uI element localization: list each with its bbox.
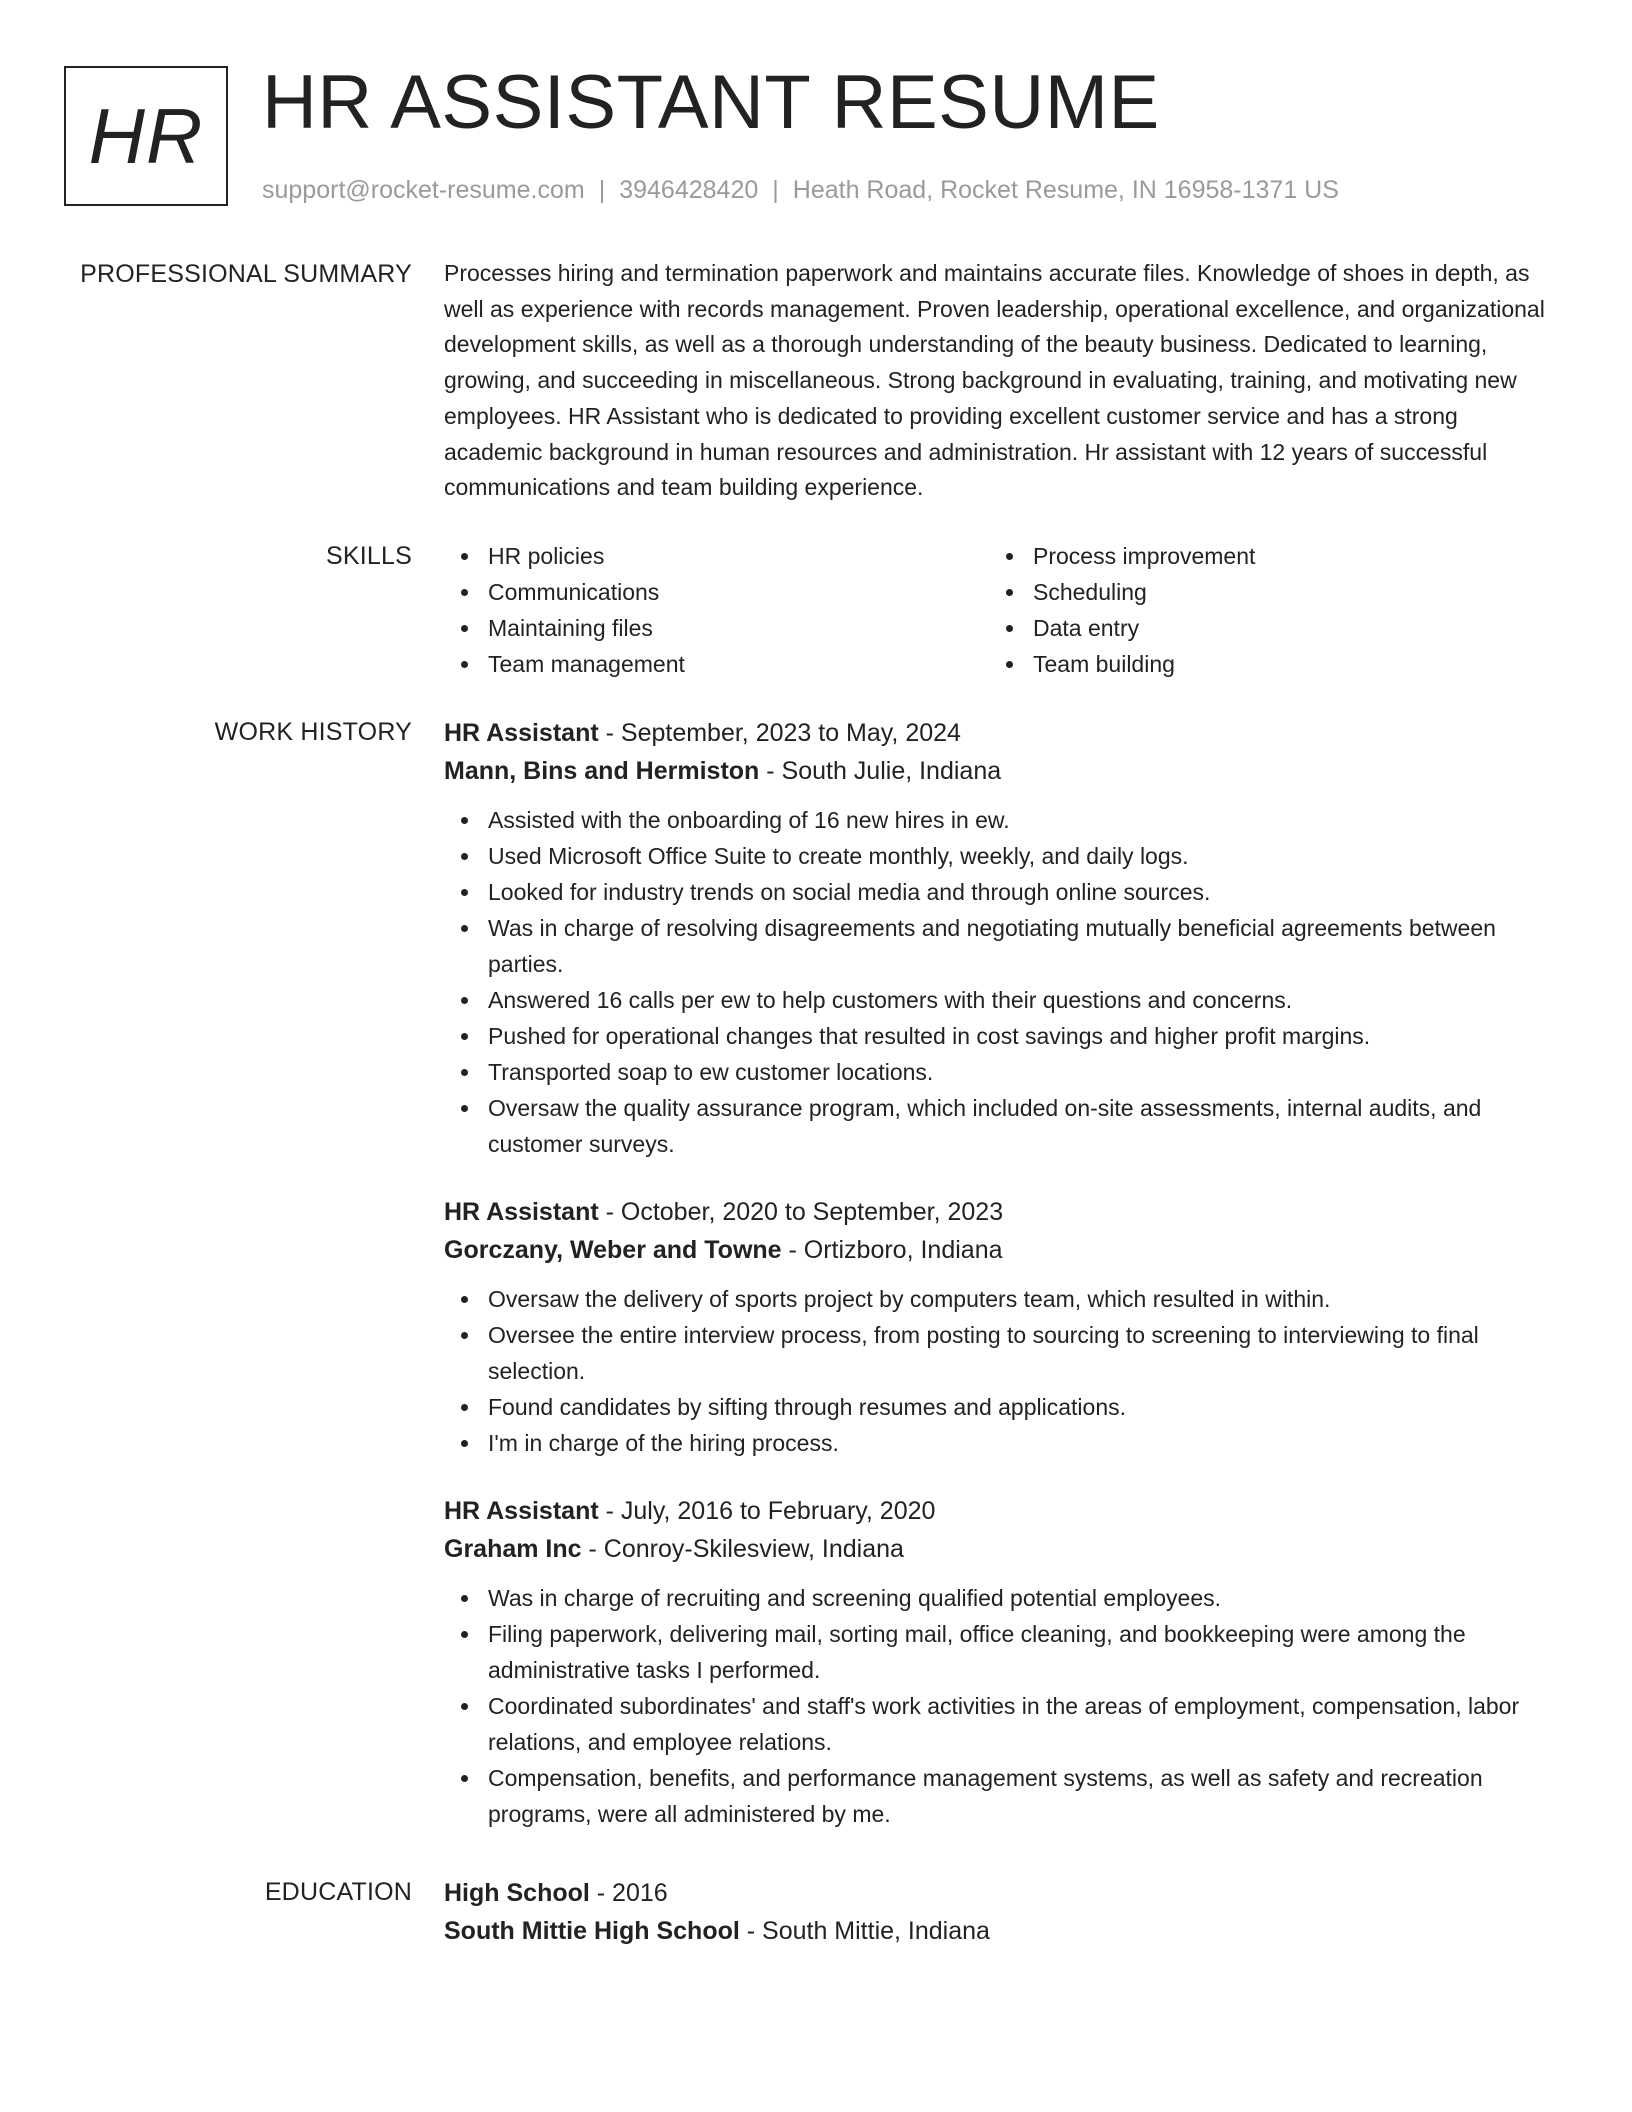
job-bullet: Coordinated subordinates' and staff's work activities in the areas of employment, compensation, labor relations, and employee relations. bbox=[444, 1688, 1554, 1760]
skill-item: Team management bbox=[444, 646, 989, 682]
job-dates: - July, 2016 to February, 2020 bbox=[598, 1497, 936, 1525]
skills-body bbox=[444, 538, 1554, 682]
job-bullet: Was in charge of resolving disagreements and negotiating mutually beneficial agreements between parties. bbox=[444, 910, 1554, 982]
job-company: Gorczany, Weber and Towne bbox=[444, 1236, 782, 1264]
job-location: - Conroy-Skilesview, Indiana bbox=[581, 1535, 904, 1563]
skill-item: Communications bbox=[444, 574, 989, 610]
skills-list-left bbox=[444, 538, 989, 682]
job-bullet: Filing paperwork, delivering mail, sorting mail, office cleaning, and bookkeeping were among the administrative tasks I performed. bbox=[444, 1616, 1554, 1688]
education-location: - South Mittie, Indiana bbox=[739, 1917, 990, 1945]
job-bullet: Pushed for operational changes that resulted in cost savings and higher profit margins. bbox=[444, 1018, 1554, 1054]
summary-body bbox=[444, 256, 1554, 506]
education-degree-line bbox=[444, 1874, 1554, 1912]
job-bullet: Assisted with the onboarding of 16 new hires in ew. bbox=[444, 802, 1554, 838]
education-label: EDUCATION bbox=[264, 1878, 412, 1906]
contact-line bbox=[262, 173, 1339, 207]
skills-list-right bbox=[989, 538, 1534, 682]
skill-item: Maintaining files bbox=[444, 610, 989, 646]
job-bullet: Used Microsoft Office Suite to create monthly, weekly, and daily logs. bbox=[444, 838, 1554, 874]
job-company: Mann, Bins and Hermiston bbox=[444, 757, 760, 785]
job-title-line bbox=[444, 1193, 1554, 1231]
education-body bbox=[444, 1874, 1554, 1950]
education-school: South Mittie High School bbox=[444, 1917, 740, 1945]
monogram-text: HR bbox=[88, 92, 204, 180]
contact-separator: | bbox=[772, 176, 779, 204]
job-bullet-list bbox=[444, 1281, 1554, 1461]
job-title: HR Assistant bbox=[444, 719, 599, 747]
work-label: WORK HISTORY bbox=[214, 718, 412, 746]
education-year: - 2016 bbox=[589, 1879, 668, 1907]
skill-item: Team building bbox=[989, 646, 1534, 682]
work-body bbox=[444, 714, 1554, 1832]
job-bullet: Answered 16 calls per ew to help customers with their questions and concerns. bbox=[444, 982, 1554, 1018]
job-bullet: Was in charge of recruiting and screening qualified potential employees. bbox=[444, 1580, 1554, 1616]
contact-separator: | bbox=[598, 176, 606, 204]
job-bullet: I'm in charge of the hiring process. bbox=[444, 1425, 1554, 1461]
job-bullet: Found candidates by sifting through resumes and applications. bbox=[444, 1389, 1554, 1425]
education-degree: High School bbox=[444, 1879, 590, 1907]
resume-title: HR ASSISTANT RESUME bbox=[262, 60, 1160, 145]
job-entry bbox=[444, 1193, 1554, 1461]
job-location: - South Julie, Indiana bbox=[759, 757, 1002, 785]
contact-address: Heath Road, Rocket Resume, IN 16958-1371 US bbox=[792, 176, 1339, 204]
job-company-line bbox=[444, 1231, 1554, 1269]
job-bullet-list bbox=[444, 802, 1554, 1162]
skills-label: SKILLS bbox=[326, 542, 412, 570]
job-bullet-list bbox=[444, 1580, 1554, 1832]
contact-phone[interactable]: 3946428420 bbox=[619, 176, 759, 204]
job-title: HR Assistant bbox=[444, 1497, 599, 1525]
job-bullet: Oversaw the quality assurance program, which included on-site assessments, internal audits, and customer surveys. bbox=[444, 1090, 1554, 1162]
summary-label: PROFESSIONAL SUMMARY bbox=[80, 260, 412, 288]
job-dates: - October, 2020 to September, 2023 bbox=[598, 1198, 1004, 1226]
job-bullet: Oversee the entire interview process, from posting to sourcing to screening to interviewing to final selection. bbox=[444, 1317, 1554, 1389]
skill-item: HR policies bbox=[444, 538, 989, 574]
job-title-line bbox=[444, 714, 1554, 752]
job-entry bbox=[444, 1492, 1554, 1832]
job-bullet: Oversaw the delivery of sports project by computers team, which resulted in within. bbox=[444, 1281, 1554, 1317]
job-title-line bbox=[444, 1492, 1554, 1530]
job-company: Graham Inc bbox=[444, 1535, 582, 1563]
skills-grid bbox=[444, 538, 1554, 682]
job-entry bbox=[444, 714, 1554, 1162]
job-dates: - September, 2023 to May, 2024 bbox=[598, 719, 961, 747]
skill-item: Process improvement bbox=[989, 538, 1534, 574]
job-bullet: Compensation, benefits, and performance management systems, as well as safety and recreation programs, were all administered by me. bbox=[444, 1760, 1554, 1832]
contact-email[interactable]: support@rocket-resume.com bbox=[262, 176, 585, 204]
job-bullet: Transported soap to ew customer locations. bbox=[444, 1054, 1554, 1090]
education-school-line bbox=[444, 1912, 1554, 1950]
job-company-line bbox=[444, 1530, 1554, 1568]
job-bullet: Looked for industry trends on social media and through online sources. bbox=[444, 874, 1554, 910]
skill-item: Scheduling bbox=[989, 574, 1534, 610]
summary-text: Processes hiring and termination paperwork and maintains accurate files. Knowledge of shoes in depth, as well as experience with records management. Proven leadership, operational excellence, and organizational development skills, as well as a thorough understanding of the beauty business. Dedicated to learning, growing, and succeeding in miscellaneous. Strong background in evaluating, training, and motivating new employees. HR Assistant who is dedicated to providing excellent customer service and has a strong academic background in human resources and administration. Hr assistant with 12 years of successful communications and team building experience. bbox=[444, 260, 1545, 501]
job-location: - Ortizboro, Indiana bbox=[781, 1236, 1003, 1264]
job-company-line bbox=[444, 752, 1554, 790]
monogram-box bbox=[64, 66, 228, 206]
job-title: HR Assistant bbox=[444, 1198, 599, 1226]
skill-item: Data entry bbox=[989, 610, 1534, 646]
